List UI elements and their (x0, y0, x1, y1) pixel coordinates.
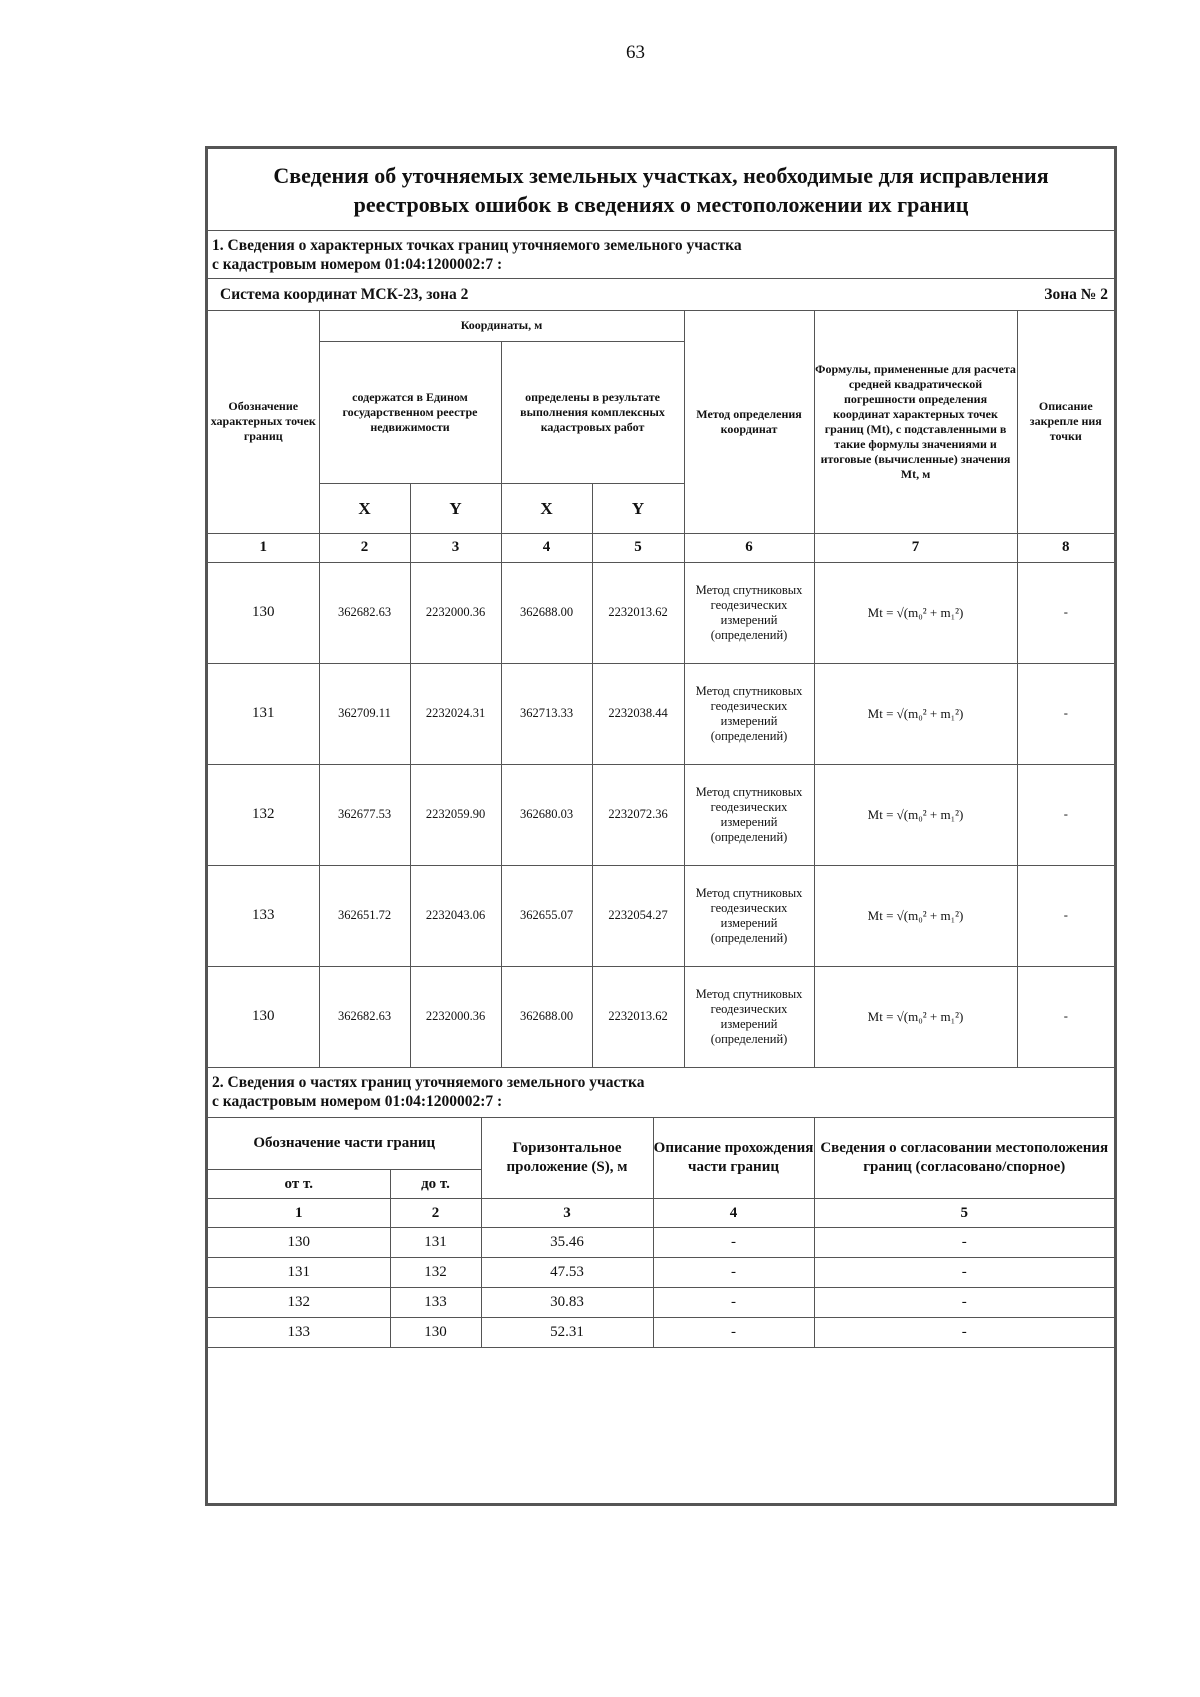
passage-description: - (653, 1258, 814, 1288)
to-point: 133 (390, 1288, 481, 1318)
table-row (208, 1288, 1114, 1318)
passage-description: - (653, 1228, 814, 1258)
section-1-line-2: с кадастровым номером 01:04:1200002:7 : (212, 256, 503, 273)
coordinate-system: Система координат МСК-23, зона 2 (220, 285, 469, 303)
y-determined: 2232054.27 (592, 865, 684, 966)
table-row (208, 1258, 1114, 1288)
column-number: 1 (208, 533, 319, 562)
column-number: 2 (319, 533, 410, 562)
passage-description: - (653, 1318, 814, 1348)
x-registry: 362682.63 (319, 562, 410, 663)
x-registry: 362677.53 (319, 764, 410, 865)
x-determined: 362655.07 (501, 865, 592, 966)
x-registry: 362709.11 (319, 663, 410, 764)
y-registry: 2232000.36 (410, 966, 501, 1067)
column-number: 5 (814, 1199, 1114, 1228)
table-row (208, 865, 1114, 966)
header-coordinates: Координаты, м (319, 311, 684, 341)
title-line-1: Сведения об уточняемых земельных участках, необходимые для исправления (273, 162, 1049, 188)
horizontal-length: 47.53 (481, 1258, 653, 1288)
page-number: 63 (626, 42, 645, 63)
agreement-status: - (814, 1228, 1114, 1258)
header-method: Метод определения координат (684, 311, 814, 533)
from-point: 133 (208, 1318, 390, 1348)
points-table (208, 311, 1114, 1068)
point-description: - (1017, 562, 1114, 663)
document-frame (205, 146, 1117, 1506)
x-registry: 362682.63 (319, 966, 410, 1067)
header-determined: определены в результате выполнения комплексных кадастровых работ (501, 341, 684, 483)
formula: Mt = √(m₀² + m₁²) (814, 865, 1017, 966)
header-formula: Формулы, примененные для расчета средней квадратической погрешности определения координат характерных точек границ (Mt), с подставленными в такие формулы значениями и итоговые (вычисленные) значения Mt, м (814, 311, 1017, 533)
header-part: Обозначение части границ (208, 1118, 481, 1170)
header-y-determined: Y (592, 483, 684, 533)
formula: Mt = √(m₀² + m₁²) (814, 663, 1017, 764)
x-registry: 362651.72 (319, 865, 410, 966)
header-x-determined: X (501, 483, 592, 533)
x-determined: 362688.00 (501, 966, 592, 1067)
title-line-2: реестровых ошибок в сведениях о местоположении их границ (353, 191, 969, 217)
y-determined: 2232013.62 (592, 562, 684, 663)
column-number: 4 (653, 1199, 814, 1228)
y-registry: 2232043.06 (410, 865, 501, 966)
from-point: 130 (208, 1228, 390, 1258)
table-row (208, 1228, 1114, 1258)
agreement-status: - (814, 1288, 1114, 1318)
agreement-status: - (814, 1258, 1114, 1288)
method: Метод спутниковых геодезических измерений (определений) (684, 663, 814, 764)
to-point: 132 (390, 1258, 481, 1288)
column-number: 4 (501, 533, 592, 562)
from-point: 131 (208, 1258, 390, 1288)
header-y-registry: Y (410, 483, 501, 533)
header-agreement: Сведения о согласовании местоположения границ (согласовано/спорное) (814, 1118, 1114, 1199)
method: Метод спутниковых геодезических измерений (определений) (684, 865, 814, 966)
section-2-line-2: с кадастровым номером 01:04:1200002:7 : (212, 1092, 503, 1110)
y-registry: 2232000.36 (410, 562, 501, 663)
column-number: 3 (481, 1199, 653, 1228)
point-description: - (1017, 865, 1114, 966)
x-determined: 362713.33 (501, 663, 592, 764)
coordinate-system-row (208, 279, 1114, 311)
to-point: 130 (390, 1318, 481, 1348)
horizontal-length: 52.31 (481, 1318, 653, 1348)
y-determined: 2232038.44 (592, 663, 684, 764)
method: Метод спутниковых геодезических измерений (определений) (684, 764, 814, 865)
horizontal-length: 30.83 (481, 1288, 653, 1318)
header-registry: содержатся в Едином государственном реестре недвижимости (319, 341, 501, 483)
horizontal-length: 35.46 (481, 1228, 653, 1258)
document-title (208, 149, 1114, 231)
column-number: 1 (208, 1199, 390, 1228)
section-1-heading (208, 231, 1114, 279)
column-number: 3 (410, 533, 501, 562)
formula: Mt = √(m₀² + m₁²) (814, 562, 1017, 663)
column-number: 5 (592, 533, 684, 562)
section-2-heading (208, 1068, 1114, 1118)
point-description: - (1017, 966, 1114, 1067)
header-x-registry: X (319, 483, 410, 533)
point-description: - (1017, 663, 1114, 764)
from-point: 132 (208, 1288, 390, 1318)
table-row (208, 562, 1114, 663)
parts-table (208, 1118, 1114, 1349)
formula: Mt = √(m₀² + m₁²) (814, 764, 1017, 865)
column-number: 6 (684, 533, 814, 562)
point-id: 132 (208, 764, 319, 865)
y-registry: 2232059.90 (410, 764, 501, 865)
header-length: Горизонтальное проложение (S), м (481, 1118, 653, 1199)
passage-description: - (653, 1288, 814, 1318)
y-determined: 2232013.62 (592, 966, 684, 1067)
method: Метод спутниковых геодезических измерений (определений) (684, 562, 814, 663)
table-row (208, 1318, 1114, 1348)
to-point: 131 (390, 1228, 481, 1258)
column-number: 7 (814, 533, 1017, 562)
y-determined: 2232072.36 (592, 764, 684, 865)
y-registry: 2232024.31 (410, 663, 501, 764)
column-number: 2 (390, 1199, 481, 1228)
header-designation: Обозначение характерных точек границ (208, 311, 319, 533)
x-determined: 362688.00 (501, 562, 592, 663)
section-2-line-1: 2. Сведения о частях границ уточняемого земельного участка (212, 1073, 645, 1091)
header-description: Описание закрепле ния точки (1017, 311, 1114, 533)
table-row (208, 966, 1114, 1067)
section-1-line-1: 1. Сведения о характерных точках границ уточняемого земельного участка (212, 237, 742, 254)
header-from: от т. (208, 1170, 390, 1199)
column-number: 8 (1017, 533, 1114, 562)
method: Метод спутниковых геодезических измерений (определений) (684, 966, 814, 1067)
header-to: до т. (390, 1170, 481, 1199)
formula: Mt = √(m₀² + m₁²) (814, 966, 1017, 1067)
point-description: - (1017, 764, 1114, 865)
point-id: 130 (208, 562, 319, 663)
header-passage: Описание прохождения части границ (653, 1118, 814, 1199)
zone-label: Зона № 2 (1044, 285, 1108, 303)
x-determined: 362680.03 (501, 764, 592, 865)
point-id: 130 (208, 966, 319, 1067)
table-row (208, 764, 1114, 865)
point-id: 131 (208, 663, 319, 764)
table-row (208, 663, 1114, 764)
point-id: 133 (208, 865, 319, 966)
agreement-status: - (814, 1318, 1114, 1348)
